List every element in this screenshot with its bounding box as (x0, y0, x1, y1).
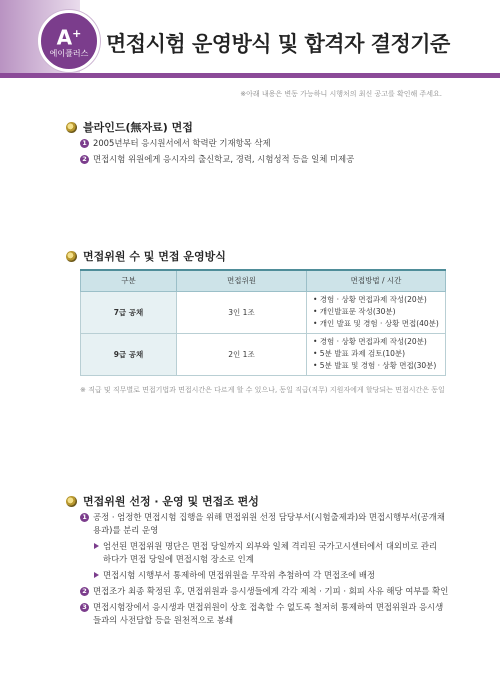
column-header: 면접방법 / 시간 (307, 270, 446, 291)
number-badge: 2 (80, 155, 89, 164)
number-badge: 1 (80, 513, 89, 522)
method-item: • 경험 · 상황 면접과제 작성(20분) (313, 295, 427, 304)
table-footnote: ※ 직급 및 직무별로 면접기법과 면접시간은 다르게 할 수 있으나, 동일 직급(직무) 지원자에게 할당되는 면접시간은 동일 (80, 386, 445, 394)
row-methods (307, 291, 446, 333)
list-item (80, 153, 354, 166)
page-header (0, 0, 500, 78)
number-badge: 3 (80, 603, 89, 612)
method-item: • 개인발표문 작성(30분) (313, 307, 396, 316)
logo-mark: A+ (56, 25, 82, 50)
section-title-text: 면접위원 선정 · 운영 및 면접조 편성 (83, 495, 259, 508)
row-members: 2인 1조 (177, 333, 307, 375)
method-item: • 경험 · 상황 면접과제 작성(20분) (313, 337, 427, 346)
list-item (80, 137, 354, 150)
list-item-text: 면접조가 최종 확정된 후, 면접위원과 응시생들에게 각각 제척 · 기피 · 회피 사유 해당 여부를 확인 (93, 586, 449, 596)
list-item (80, 601, 450, 627)
table-row (81, 333, 446, 375)
sub-list-item-text: 엄선된 면접위원 명단은 면접 당일까지 외부와 일체 격리된 국가고시센터에서 대외비로 관리하다가 면접 당일에 면접시험 장소로 인계 (103, 541, 438, 564)
table-header-row (81, 270, 446, 291)
sub-list-item (80, 569, 450, 582)
section-bullet-icon (66, 251, 77, 262)
brand-logo (38, 10, 100, 72)
section3-list (80, 511, 450, 630)
number-badge: 2 (80, 587, 89, 596)
section-title-text: 블라인드(無자료) 면접 (83, 121, 193, 134)
table-row (81, 291, 446, 333)
method-item: • 5분 발표 및 경험 · 상황 면접(30분) (313, 361, 437, 370)
row-methods (307, 333, 446, 375)
row-members: 3인 1조 (177, 291, 307, 333)
list-item-text: 공정 · 엄정한 면접시험 집행을 위해 면접위원 선정 담당부서(시험출제과)와 면접시행부서(공개채용과)를 분리 운영 (93, 512, 445, 535)
number-badge: 1 (80, 139, 89, 148)
method-item: • 개인 발표 및 경험 · 상황 면접(40분) (313, 319, 439, 328)
section-title-text: 면접위원 수 및 면접 운영방식 (83, 250, 226, 263)
section-bullet-icon (66, 496, 77, 507)
list-item-text: 면접시험장에서 응시생과 면접위원이 상호 접촉할 수 없도록 철저히 통제하여 면접위원과 응시생들과의 사전담합 등을 원천적으로 봉쇄 (93, 602, 444, 625)
sub-list-item (80, 540, 450, 566)
section-bullet-icon (66, 122, 77, 133)
column-header: 면접위원 (177, 270, 307, 291)
sub-list-item-text: 면접시험 시행부서 통제하에 면접위원을 무작위 추첨하여 각 면접조에 배정 (103, 570, 376, 580)
section1-list (80, 137, 354, 169)
triangle-bullet-icon (94, 543, 99, 549)
page-title: 면접시험 운영방식 및 합격자 결정기준 (106, 32, 450, 56)
row-category: 7급 공채 (81, 291, 177, 333)
list-item (80, 585, 450, 598)
column-header: 구분 (81, 270, 177, 291)
section-title-interview-method (66, 248, 226, 264)
section-title-blind-interview (66, 119, 193, 135)
method-item: • 5분 발표 과제 검토(10분) (313, 349, 406, 358)
interview-method-table (80, 269, 446, 376)
section-title-committee-selection (66, 493, 259, 509)
logo-text: 에이플러스 (49, 48, 89, 58)
notice-text: ※아래 내용은 변동 가능하니 시행처의 최신 공고를 확인해 주세요. (240, 90, 442, 98)
list-item (80, 511, 450, 537)
row-category: 9급 공채 (81, 333, 177, 375)
list-item-text: 2005년부터 응시원서에서 학력란 기재항목 삭제 (93, 138, 271, 148)
header-divider (0, 73, 500, 78)
list-item-text: 면접시험 위원에게 응시자의 출신학교, 경력, 시험성적 등을 일체 미제공 (93, 154, 355, 164)
triangle-bullet-icon (94, 572, 99, 578)
